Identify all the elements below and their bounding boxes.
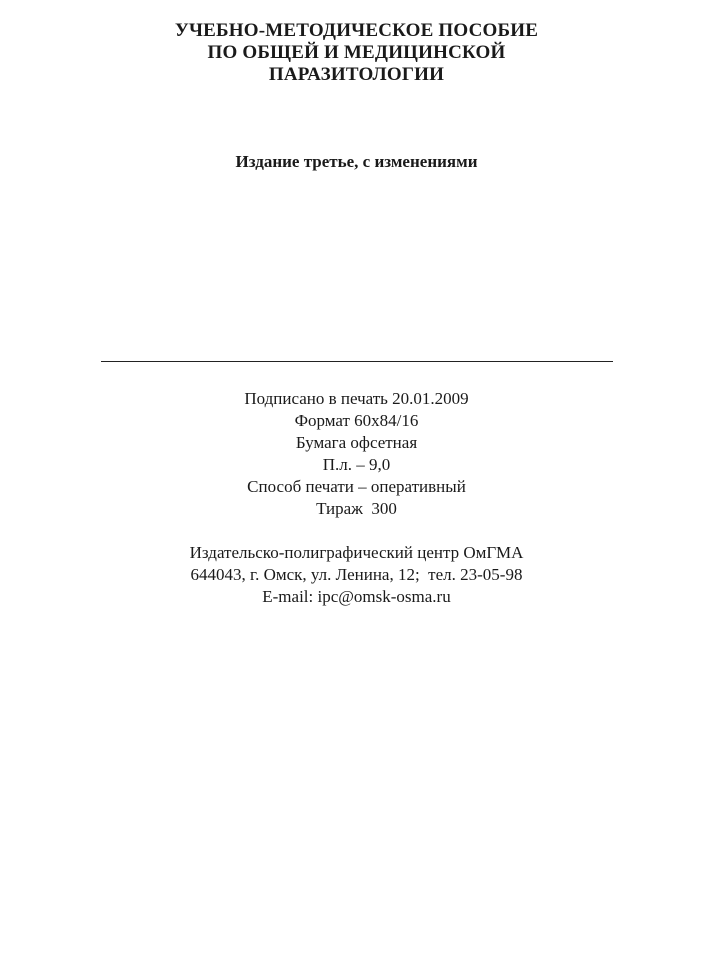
paper-type: Бумага офсетная (295, 433, 418, 452)
horizontal-divider (101, 361, 613, 362)
publisher-block (0, 542, 713, 608)
document-title (0, 20, 713, 86)
publisher-email: E-mail: ipc@omsk-osma.ru (262, 587, 451, 606)
imprint-block (0, 388, 713, 520)
signed-to-print: Подписано в печать 20.01.2009 (244, 389, 469, 408)
title-line-1: УЧЕБНО-МЕТОДИЧЕСКОЕ ПОСОБИЕ (174, 20, 539, 41)
title-line-3: ПАРАЗИТОЛОГИИ (268, 64, 445, 85)
publisher-address: 644043, г. Омск, ул. Ленина, 12; тел. 23-05-98 (190, 565, 523, 584)
printing-method: Способ печати – оперативный (247, 477, 466, 496)
publisher-name: Издательско-полиграфический центр ОмГМА (189, 543, 524, 562)
edition-note: Издание третье, с изменениями (235, 152, 478, 171)
printed-sheets: П.л. – 9,0 (322, 455, 391, 474)
title-line-2: ПО ОБЩЕЙ И МЕДИЦИНСКОЙ (207, 42, 506, 63)
print-run: Тираж 300 (316, 499, 397, 518)
format: Формат 60х84/16 (294, 411, 419, 430)
